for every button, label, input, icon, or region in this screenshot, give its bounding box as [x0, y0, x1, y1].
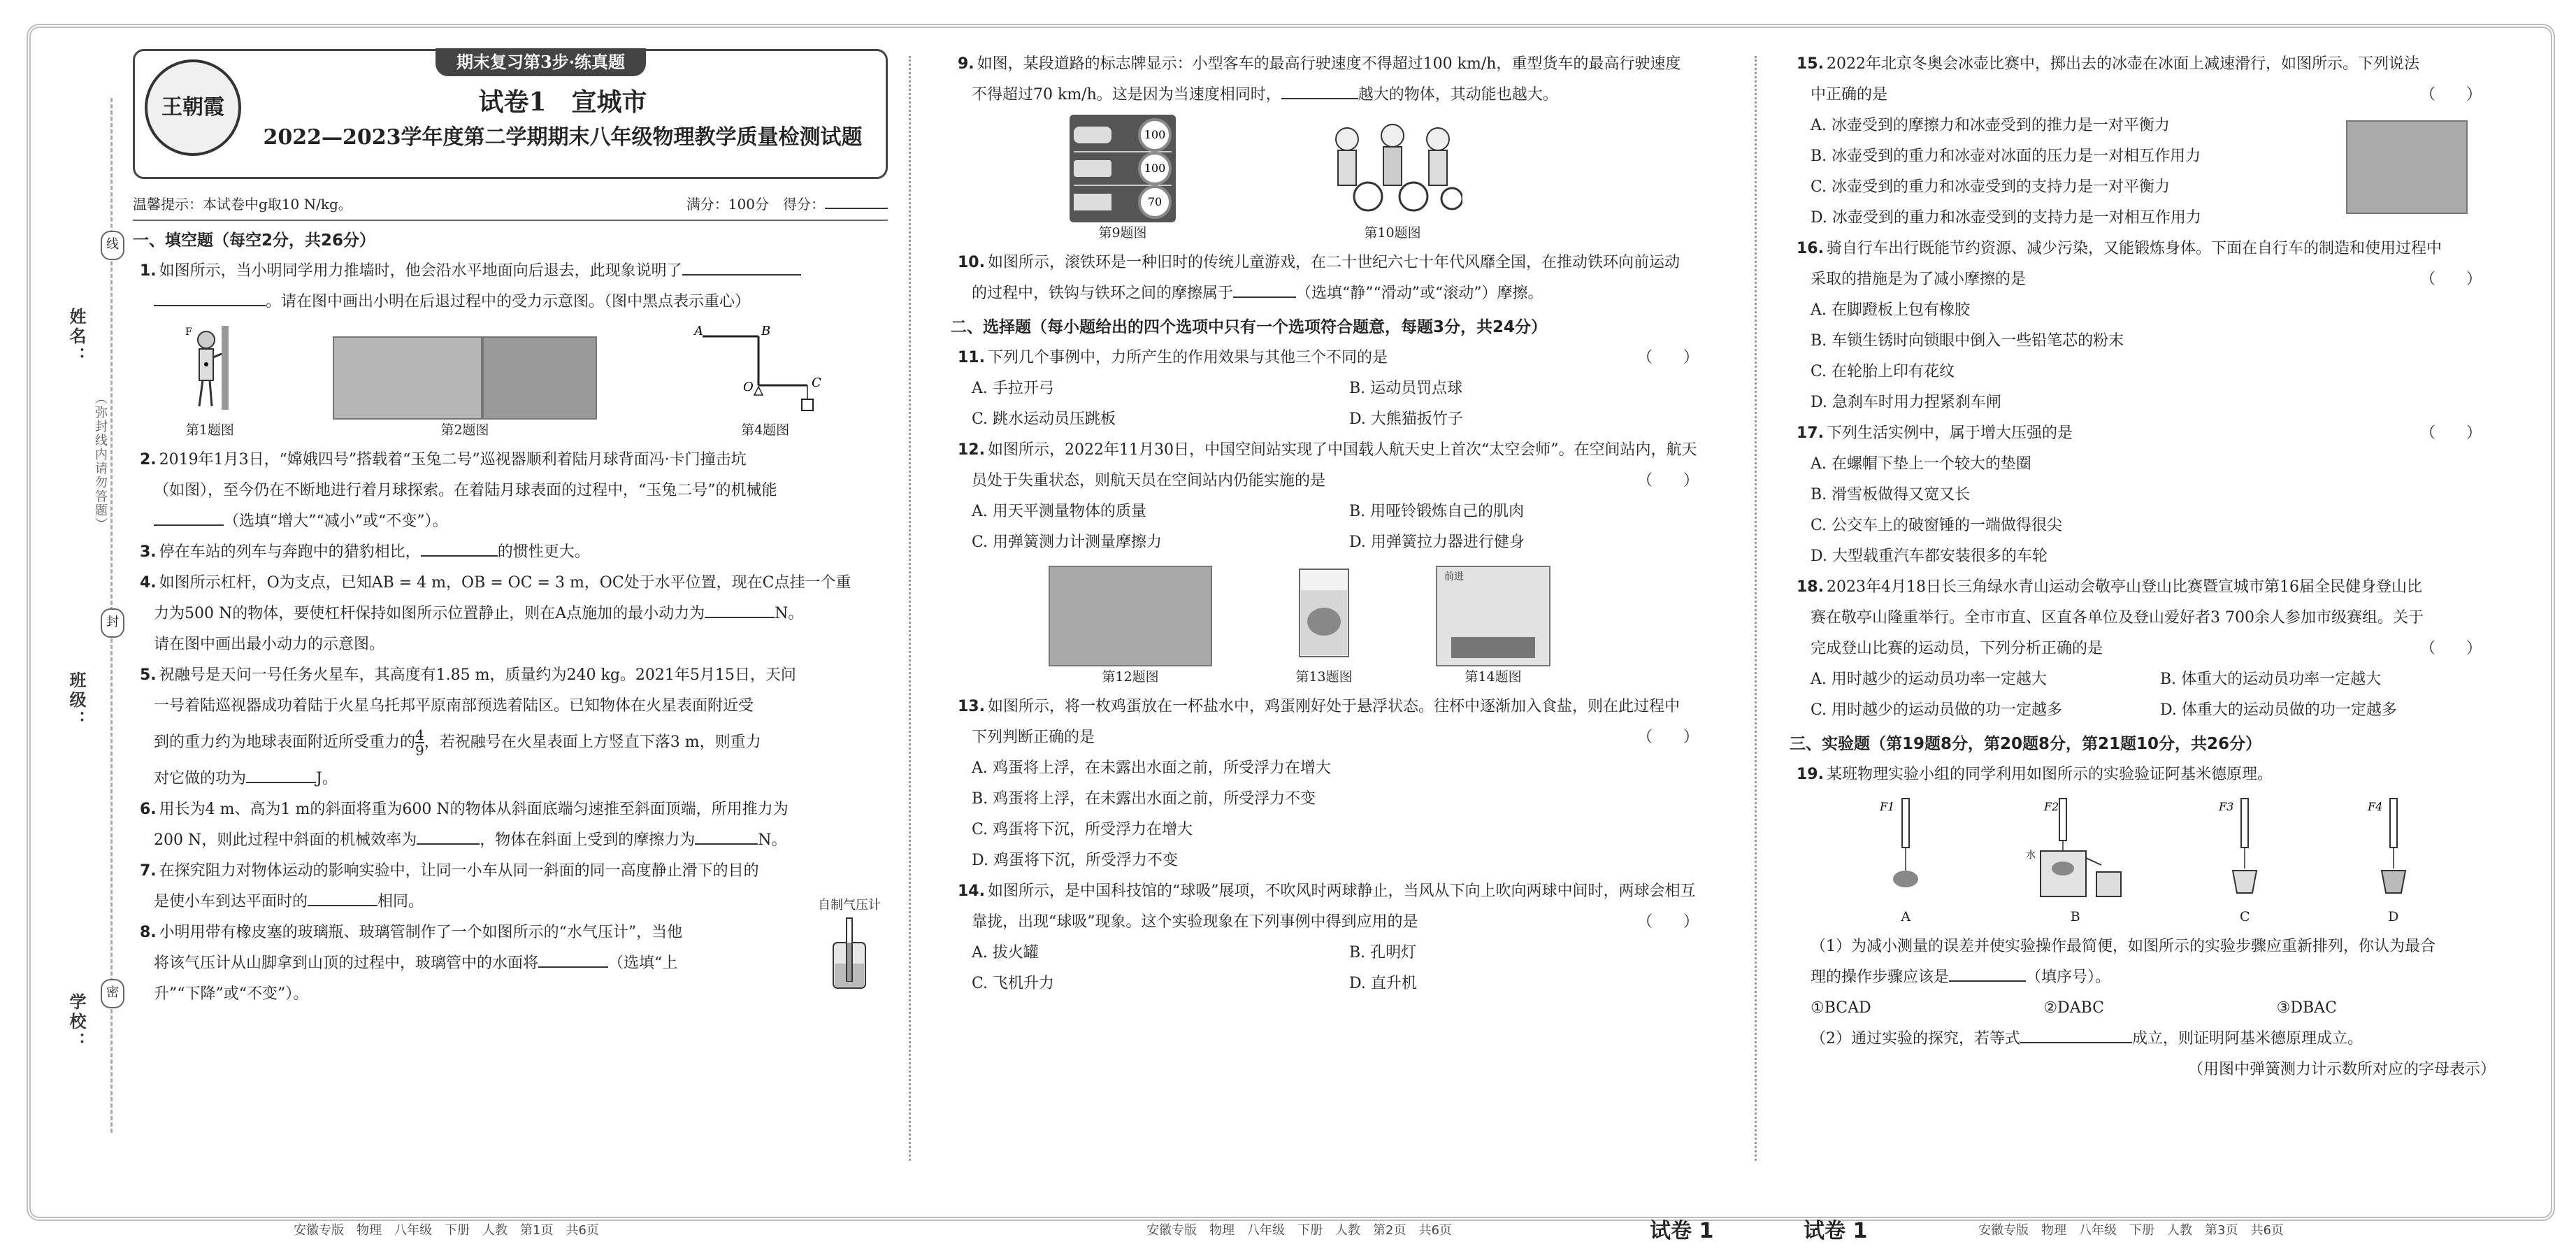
svg-text:F1: F1 [1880, 800, 1895, 813]
figure-1-caption: 第1题图 [185, 422, 234, 438]
figure-13 [1289, 562, 1359, 687]
experiment-step-d [2362, 795, 2425, 927]
svg-text:C: C [811, 376, 821, 390]
question-11: 11. 下列几个事例中，力所产生的作用效果与其他三个不同的是 （ ） A. 手拉开弓 B. 运动员罚点球 C. 跳水运动员压跳板 D. 大熊猫扳竹子 [951, 343, 1727, 435]
question-5: 5. 祝融号是天问一号任务火星车，其高度有1.85 m，质量约为240 kg。2021年5月15日，天问 一号着陆巡视器成功着陆于火星乌托邦平原南部预选着陆区。已知物体在火星表面附近受 到的重力约为地球表面附近所受重力的 $\frac{4}{9}$ ，若祝融号在火星表面上方竖直下落3 m，则重力 对它做的功为 J。 [140, 666, 796, 787]
question-15: 15. 2022年北京冬奥会冰壶比赛中，掷出去的冰壶在冰面上减速滑行，如图所示。下列说法 中正确的是 （ ） A. 冰壶受到的摩擦力和冰壶受到的推力是一对平衡力 B. 冰壶受到的重力和冰壶对冰面的压力是一对相互作用力 C. 冰壶受到的重力和冰壶受到的支持力是一对平衡力 D. 冰壶受到的重力和冰壶受到的支持力是一对相互作用力 [1790, 49, 2510, 234]
svg-text:F2: F2 [2043, 800, 2059, 813]
option-a[interactable]: A. 在螺帽下垫上一个较大的垫圈 [1811, 455, 2031, 473]
option-b[interactable]: B. 车锁生锈时向锁眼中倒入一些铅笔芯的粉末 [1811, 332, 2124, 350]
option-b[interactable]: B. 用哑铃锻炼自己的肌肉 [1349, 503, 1525, 520]
page-2-footer: 安徽专版 物理 八年级 下册 人教 第2页 共6页 [1146, 1223, 1452, 1238]
option-a[interactable]: A. 冰壶受到的摩擦力和冰壶受到的推力是一对平衡力 [1811, 117, 2170, 134]
answer-blank[interactable] [154, 305, 266, 306]
exam-title: 试卷1 宣城市 [478, 87, 647, 117]
exam-subtitle: 2022—2023学年度第二学期期末八年级物理教学质量检测试题 [263, 125, 863, 150]
figure-12-caption: 第12题图 [1102, 669, 1159, 685]
column-divider [1755, 56, 1757, 1161]
force-label: F [185, 327, 193, 338]
question-18: 18. 2023年4月18日长三角绿水青山运动会敬亭山登山比赛暨宣城市第16届全民健身登山比 赛在敬亭山隆重举行。全市市直、区直各单位及登山爱好者3 700余人参加市级赛组。关于 完成登山比赛的运动员，下列分析正确的是 （ ） A. 用时越少的运动员功率一定越大 B. 体重大的运动员功率一定越大 C. 用时越少的运动员做的功一定越多 D. 体重大的运动员做的功一定越多 [1790, 572, 2510, 726]
answer-blank[interactable] [154, 524, 224, 526]
option-c[interactable]: C. 用时越少的运动员做的功一定越多 [1811, 701, 2063, 719]
answer-blank[interactable] [1233, 296, 1296, 298]
column-divider [909, 56, 911, 1161]
option-a[interactable]: A. 鸡蛋将上浮，在未露出水面之前，所受浮力在增大 [972, 759, 1331, 777]
figure-10 [1323, 118, 1462, 243]
option-d[interactable]: D. 大熊猫扳竹子 [1349, 410, 1463, 428]
ball-suction-exhibit-photo [1436, 566, 1550, 666]
page-1-footer: 安徽专版 物理 八年级 下册 人教 第1页 共6页 [294, 1223, 599, 1238]
binding-mark-feng: 封 [101, 608, 124, 638]
option-d[interactable]: D. 用弹簧拉力器进行健身 [1349, 534, 1525, 551]
paper-label-left: 试卷 1 [1650, 1219, 1714, 1243]
option-c[interactable]: C. 公交车上的破窗锤的一端做得很尖 [1811, 517, 2063, 534]
exam-header [133, 49, 888, 179]
binding-mark-mi: 密 [101, 979, 124, 1008]
speed-limit-value: 100 [1138, 152, 1172, 185]
children-rolling-hoops-illustration [1323, 118, 1462, 216]
experiment-step-c [2213, 795, 2276, 927]
school-field-label: 学校： [66, 993, 87, 1052]
answer-blank[interactable] [695, 843, 758, 845]
figure-row-1 [133, 322, 888, 441]
question-16: 16. 骑自行车出行既能节约资源、减少污染，又能锻炼身体。下面在自行车的制造和使用过程中 采取的措施是为了减小摩擦的是 （ ） A. 在脚蹬板上包有橡胶 B. 车锁生锈时向锁眼中倒入一些铅笔芯的粉末 C. 在轮胎上印有花纹 D. 急刹车时用力捏紧刹车闸 [1790, 234, 2510, 418]
option-c[interactable]: C. 跳水运动员压跳板 [972, 410, 1116, 428]
egg-in-salt-water-illustration [1289, 562, 1359, 660]
question-9: 9. 如图，某段道路的标志牌显示：小型客车的最高行驶速度不得超过100 km/h，重型货车的最高行驶速度 不得超过70 km/h。这是因为当速度相同时， 越大的物体，其动能也越大。 [958, 55, 1681, 103]
answer-blank[interactable] [2020, 1042, 2132, 1043]
answer-blank[interactable] [705, 617, 775, 618]
option-c[interactable]: C. 在轮胎上印有花纹 [1811, 363, 1955, 380]
option-c[interactable]: C. 飞机升力 [972, 975, 1055, 992]
binding-mark-xian: 线 [101, 231, 124, 260]
option-b[interactable]: B. 鸡蛋将上浮，在未露出水面之前，所受浮力不变 [972, 790, 1316, 808]
figure-row-9-10 [951, 115, 1727, 243]
section-multiple-choice: 二、选择题（每小题给出的四个选项中只有一个选项符合题意，每题3分，共24分） [951, 318, 1548, 336]
archimedes-figures [1790, 794, 2510, 927]
car-icon [1074, 127, 1111, 143]
name-field-label: 姓名： [66, 308, 87, 366]
seal-line-note: （弥封线内请勿答题） [93, 392, 108, 531]
tip-text: 温馨提示：本试卷中g取10 N/kg。 [133, 196, 352, 213]
column-page-2 [951, 49, 1727, 1168]
step-c-label: C [2239, 909, 2250, 924]
option-d[interactable]: D. 体重大的运动员做的功一定越多 [2160, 701, 2397, 719]
class-field-label: 班级： [66, 671, 87, 730]
answer-blank[interactable] [682, 274, 801, 276]
svg-text:F4: F4 [2367, 800, 2383, 813]
paper-label-right: 试卷 1 [1804, 1219, 1868, 1243]
option-d[interactable]: D. 直升机 [1349, 975, 1417, 992]
answer-blank[interactable] [538, 966, 608, 968]
speed-limit-value: 100 [1138, 118, 1172, 152]
figure-9-caption: 第9题图 [1098, 225, 1147, 241]
option-b[interactable]: B. 运动员罚点球 [1349, 380, 1463, 397]
svg-text:B: B [761, 324, 770, 338]
answer-blank[interactable] [1949, 980, 2026, 982]
speed-limit-value: 70 [1138, 185, 1172, 219]
score-text: 满分：100分 得分： [686, 189, 888, 220]
answer-blank[interactable] [421, 555, 498, 557]
option-a[interactable]: A. 手拉开弓 [972, 380, 1054, 397]
figure-2-caption: 第2题图 [440, 422, 489, 438]
option-d[interactable]: D. 鸡蛋将下沉，所受浮力不变 [972, 852, 1178, 869]
option-d[interactable]: D. 大型载重汽车都安装很多的车轮 [1811, 548, 2048, 565]
exhibit-sign-text: 前进 [1444, 571, 1464, 582]
truck-icon [1074, 194, 1111, 210]
option-a[interactable]: A. 用天平测量物体的质量 [972, 503, 1146, 520]
step-d-label: D [2388, 909, 2399, 924]
astronauts-photo [1049, 566, 1212, 666]
question-13: 13. 如图所示，将一枚鸡蛋放在一杯盐水中，鸡蛋刚好处于悬浮状态。往杯中逐渐加入食盐，则在此过程中 下列判断正确的是 （ ） A. 鸡蛋将上浮，在未露出水面之前，所受浮力在增大 B. 鸡蛋将上浮，在未露出水面之前，所受浮力不变 C. 鸡蛋将下沉，所受浮力在增大 D. 鸡蛋将下沉，所受浮力不变 [951, 692, 1727, 876]
lever-diagram [689, 322, 842, 413]
figure-12 [1049, 566, 1212, 687]
boy-pushing-wall-illustration [178, 322, 241, 413]
bus-icon [1074, 160, 1111, 177]
figure-4-caption: 第4题图 [741, 422, 790, 438]
svg-text:O: O [742, 380, 754, 394]
question-14: 14. 如图所示，是中国科技馆的“球吸”展项，不吹风时两球静止，当风从下向上吹向两球中间时，两球会相互 靠拢，出现“球吸”现象。这个实验现象在下列事例中得到应用的是 （ ） A. 拔火罐 B. 孔明灯 C. 飞机升力 D. 直升机 [951, 876, 1727, 999]
figure-row-12-14 [951, 562, 1727, 687]
question-10: 10. 如图所示，滚铁环是一种旧时的传统儿童游戏，在二十世纪六七十年代风靡全国，在推动铁环向前运动 的过程中，铁钩与铁环之间的摩擦属于 （选填“静”“滑动”或“滚动”）摩擦。 [958, 254, 1680, 302]
figure-10-caption: 第10题图 [1364, 225, 1421, 241]
option-2[interactable]: ②DABC [2043, 999, 2104, 1017]
option-b[interactable]: B. 滑雪板做得又宽又长 [1811, 486, 1971, 503]
brand-logo: 王朝霞 [145, 59, 241, 156]
answer-blank[interactable] [308, 905, 377, 906]
figure-4 [689, 322, 842, 441]
option-c[interactable]: C. 用弹簧测力计测量摩擦力 [972, 534, 1163, 551]
option-3[interactable]: ③DBAC [2276, 999, 2337, 1017]
step-b-label: B [2070, 909, 2080, 924]
question-4: 4. 如图所示杠杆，O为支点，已知AB = 4 m，OB = OC = 3 m，OC处于水平位置，现在C点挂一个重 力为500 N的物体，要使杠杆保持如图所示位置静止，则在A点施加的最小动力为 N。 请在图中画出最小动力的示意图。 [140, 574, 851, 653]
answer-blank[interactable] [1281, 98, 1358, 99]
barometer-figure [818, 896, 881, 997]
option-b[interactable]: B. 体重大的运动员功率一定越大 [2160, 671, 2382, 688]
spring-scale-with-cup-illustration [2213, 795, 2276, 900]
column-page-1 [133, 49, 888, 1168]
section-experiment: 三、实验题（第19题8分，第20题8分，第21题10分，共26分） [1790, 735, 2262, 753]
option-c[interactable]: C. 冰壶受到的重力和冰壶受到的支持力是一对平衡力 [1811, 178, 2171, 196]
option-b[interactable]: B. 冰壶受到的重力和冰壶对冰面的压力是一对相互作用力 [1811, 148, 2201, 165]
option-c[interactable]: C. 鸡蛋将下沉，所受浮力在增大 [972, 821, 1193, 838]
water-label: 水 [2025, 850, 2036, 861]
fraction: $\frac{4}{9}$ [415, 727, 424, 759]
option-a[interactable]: A. 拔火罐 [972, 944, 1039, 962]
overflow-can-illustration [2023, 795, 2128, 900]
lunar-surface-photo [482, 336, 597, 420]
speed-limit-sign [1070, 115, 1176, 222]
figure-14 [1436, 566, 1550, 687]
question-3: 3. 停在车站的列车与奔跑中的猎豹相比， 的惯性更大。 [140, 543, 590, 561]
spring-scale-with-water-cup-illustration [2362, 795, 2425, 900]
column-page-3 [1790, 49, 2510, 1168]
curling-photo [2346, 120, 2468, 214]
experiment-step-a [1874, 795, 1937, 927]
question-1: 1. 如图所示，当小明同学用力推墙时，他会沿水平地面向后退去，此现象说明了 。请在图中画出小明在后退过程中的受力示意图。（图中黑点表示重心） [133, 256, 888, 317]
figure-9 [1070, 115, 1176, 243]
answer-blank[interactable] [246, 782, 316, 783]
option-a[interactable]: A. 在脚蹬板上包有橡胶 [1811, 301, 1970, 319]
figure-13-caption: 第13题图 [1295, 669, 1353, 685]
option-b[interactable]: B. 孔明灯 [1349, 944, 1417, 962]
option-d[interactable]: D. 急刹车时用力捏紧刹车闸 [1811, 394, 2001, 411]
option-1[interactable]: ①BCAD [1811, 999, 1871, 1017]
figure-1 [178, 322, 241, 441]
barometer-caption: 自制气压计 [818, 898, 881, 913]
option-a[interactable]: A. 用时越少的运动员功率一定越大 [1811, 671, 2047, 688]
lunar-rover-photo [333, 336, 482, 420]
question-12: 12. 如图所示，2022年11月30日，中国空间站实现了中国载人航天史上首次“太空会师”。在空间站内，航天 员处于失重状态，则航天员在空间站内仍能实施的是 （ ） A. 用天平测量物体的质量 B. 用哑铃锻炼自己的肌肉 C. 用弹簧测力计测量摩擦力 D. 用弹簧拉力器进行健身 [951, 435, 1727, 558]
figure-2 [333, 336, 597, 441]
tip-row [133, 189, 888, 221]
experiment-step-b [2023, 795, 2128, 927]
svg-text:A: A [693, 324, 703, 338]
question-2: 2. 2019年1月3日，“嫦娥四号”搭载着“玉兔二号”巡视器顺利着陆月球背面冯·卡门撞击坑 （如图），至今仍在不断地进行着月球探索。在着陆月球表面的过程中，“玉兔二号”的机械能 （选填“增大”“减小”或“不变”）。 [140, 451, 777, 530]
section-fill-blank: 一、填空题（每空2分，共26分） [133, 231, 376, 250]
barometer-bottle-illustration [825, 915, 874, 992]
answer-blank[interactable] [417, 843, 480, 845]
question-17: 17. 下列生活实例中，属于增大压强的是 （ ） A. 在螺帽下垫上一个较大的垫圈 B. 滑雪板做得又宽又长 C. 公交车上的破窗锤的一端做得很尖 D. 大型载重汽车都安装很多的车轮 [1790, 418, 2510, 572]
question-19: 19. 某班物理实验小组的同学利用如图所示的实验验证阿基米德原理。 F1 A F2 水 B F3 C F4 D （1）为减小测量的误差并使实验操作最简便，如图所示的实验步骤应重新排列，你认为最合 理的操作步骤应该是 （填序号）。 ①BCAD ②DABC ③DBAC （2）通过实验的探究，若等式 成立，则证明阿基米德原理成立。 （用图中弹簧测力计示数所对应的字母表示） [1790, 759, 2510, 1085]
option-d[interactable]: D. 冰壶受到的重力和冰壶受到的支持力是一对相互作用力 [1811, 209, 2201, 227]
spring-scale-with-stone-illustration [1874, 795, 1937, 900]
question-7: 7. 在探究阻力对物体运动的影响实验中，让同一小车从同一斜面的同一高度静止滑下的目的 是使小车到达平面时的 相同。 [140, 862, 759, 910]
question-6: 6. 用长为4 m、高为1 m的斜面将重为600 N的物体从斜面底端匀速推至斜面顶端，所用推力为 200 N，则此过程中斜面的机械效率为 ，物体在斜面上受到的摩擦力为 N。 [140, 801, 789, 849]
figure-14-caption: 第14题图 [1465, 669, 1522, 685]
review-badge: 期末复习第3步·练真题 [436, 48, 646, 76]
question-8: 8. 小明用带有橡皮塞的玻璃瓶、玻璃管制作了一个如图所示的“水气压计”，当他 将该气压计从山脚拿到山顶的过程中，玻璃管中的水面将 （选填“上 升”“下降”或“不变”）。 自制气压计 [140, 898, 881, 1003]
step-a-label: A [1901, 909, 1911, 924]
svg-text:F3: F3 [2219, 800, 2234, 813]
page-3-footer: 安徽专版 物理 八年级 下册 人教 第3页 共6页 [1978, 1223, 2284, 1238]
